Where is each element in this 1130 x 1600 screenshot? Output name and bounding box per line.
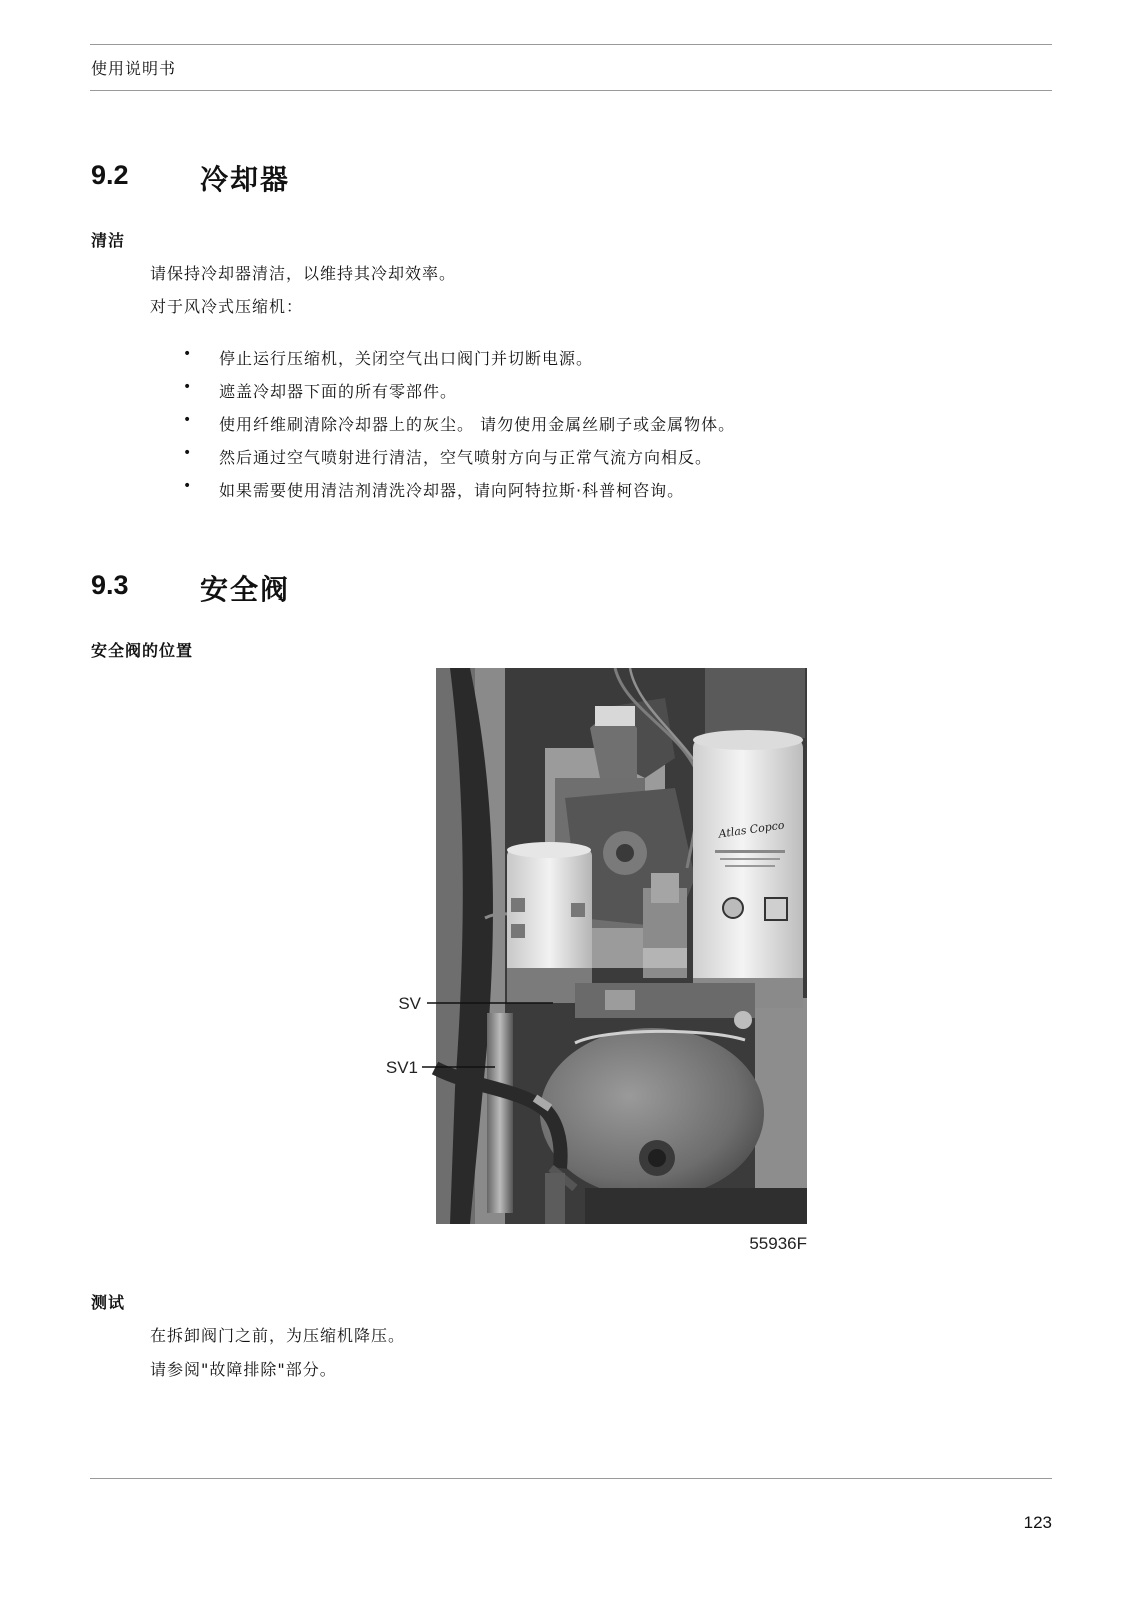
list-item: • 停止运行压缩机，关闭空气出口阀门并切断电源。 (180, 346, 735, 379)
label-sv1: SV1 (385, 1058, 418, 1077)
subheading-cleaning: 清洁 (91, 231, 126, 250)
section-title-safety-valve: 安全阀 (200, 573, 291, 606)
section-title-cooler: 冷却器 (200, 163, 291, 196)
header-rule-bottom (90, 90, 1052, 91)
paragraph: 请保持冷却器清洁，以维持其冷却效率。 (150, 264, 457, 283)
footer-rule (90, 1478, 1052, 1479)
header-rule-top (90, 44, 1052, 45)
paragraph: 请参阅"故障排除"部分。 (150, 1360, 337, 1379)
running-header: 使用说明书 (91, 59, 177, 78)
figure-code: 55936F (749, 1234, 807, 1253)
paragraph: 对于风冷式压缩机： (150, 297, 304, 316)
section-number-9-3: 9.3 (91, 570, 129, 600)
list-item: • 遮盖冷却器下面的所有零部件。 (180, 379, 735, 412)
list-item: • 如果需要使用清洁剂清洗冷却器，请向阿特拉斯·科普柯咨询。 (180, 478, 735, 511)
list-item: • 使用纤维刷清除冷却器上的灰尘。 请勿使用金属丝刷子或金属物体。 (180, 412, 735, 445)
page-number: 123 (1023, 1513, 1052, 1532)
safety-valve-photo (375, 668, 835, 1268)
subheading-test: 测试 (91, 1293, 126, 1312)
paragraph: 在拆卸阀门之前，为压缩机降压。 (150, 1326, 406, 1345)
label-sv: SV (398, 994, 421, 1013)
cleaning-steps-list (180, 346, 735, 511)
list-item: • 然后通过空气喷射进行清洁，空气喷射方向与正常气流方向相反。 (180, 445, 735, 478)
filter-brand-text: Atlas Copco (717, 818, 786, 841)
section-number-9-2: 9.2 (91, 160, 129, 190)
subheading-valve-location: 安全阀的位置 (91, 641, 194, 660)
